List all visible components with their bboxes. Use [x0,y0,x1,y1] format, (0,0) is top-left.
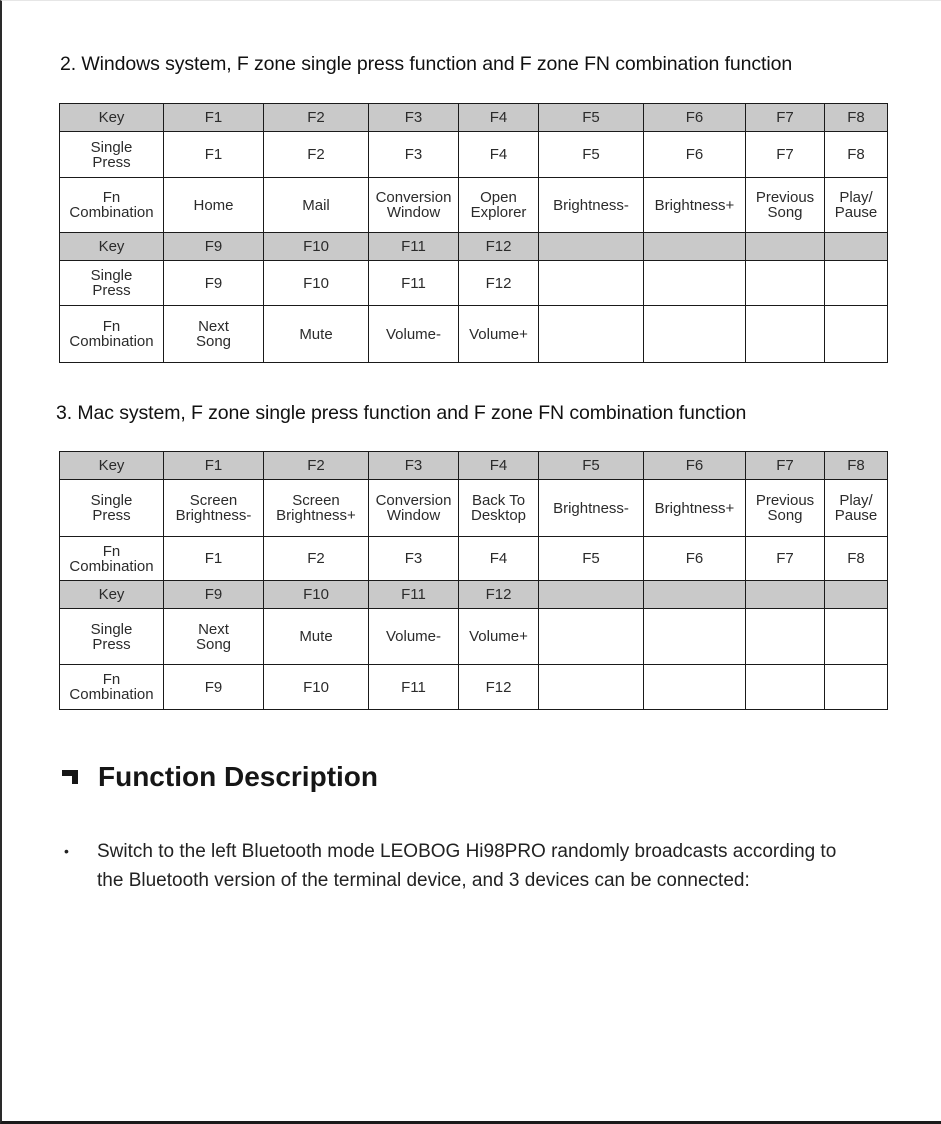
description-text: Switch to the left Bluetooth mode LEOBOG Hi98PRO randomly broadcasts according to the Bluetooth version of the terminal device, and 3 devices can be connected: [97,841,837,891]
function-cell: F4 [459,132,539,178]
function-cell: F6 [644,132,746,178]
function-cell: Volume+ [459,609,539,665]
row-label-cell: Key [60,104,164,132]
function-cell: Next Song [164,609,264,665]
key-name-cell: F7 [746,452,825,480]
single-press-row [60,261,888,306]
key-name-cell: F3 [369,452,459,480]
function-description-title: Function Description [98,761,378,792]
function-cell: F10 [264,261,369,306]
fn-combination-row [60,665,888,710]
row-label-cell: Fn Combination [60,178,164,233]
key-name-cell: F9 [164,581,264,609]
function-cell: F2 [264,132,369,178]
function-cell: F5 [539,537,644,581]
function-cell [539,306,644,363]
function-cell: Mail [264,178,369,233]
function-cell: F6 [644,537,746,581]
key-header-row [60,452,888,480]
single-press-row [60,480,888,537]
function-cell [644,306,746,363]
function-cell [746,609,825,665]
function-description-heading [62,761,378,793]
function-cell [825,665,888,710]
function-cell [644,609,746,665]
function-cell [825,609,888,665]
function-cell: F5 [539,132,644,178]
function-cell: Previous Song [746,480,825,537]
function-cell: Mute [264,306,369,363]
windows-fkey-table [59,103,888,363]
key-name-cell: F7 [746,104,825,132]
row-label-cell: Single Press [60,261,164,306]
key-name-cell [825,581,888,609]
key-name-cell: F6 [644,452,746,480]
function-cell [539,261,644,306]
mac-fkey-table [59,451,888,710]
function-cell: F9 [164,261,264,306]
function-cell: Volume+ [459,306,539,363]
key-name-cell [539,581,644,609]
function-cell: F11 [369,261,459,306]
function-cell: F7 [746,537,825,581]
mac-section-title: 3. Mac system, F zone single press function and F zone FN combination function [56,402,747,424]
function-cell: F1 [164,537,264,581]
fn-combination-row [60,178,888,233]
row-label-cell: Single Press [60,609,164,665]
key-name-cell: F2 [264,452,369,480]
function-cell: Brightness+ [644,480,746,537]
function-cell: Volume- [369,306,459,363]
function-cell: Previous Song [746,178,825,233]
function-cell: F12 [459,261,539,306]
function-cell: Back To Desktop [459,480,539,537]
key-name-cell: F12 [459,233,539,261]
function-cell [539,609,644,665]
key-name-cell: F3 [369,104,459,132]
function-cell: F1 [164,132,264,178]
description-list-item [64,837,864,895]
key-name-cell: F10 [264,233,369,261]
function-cell: Volume- [369,609,459,665]
key-name-cell: F8 [825,104,888,132]
function-cell: Play/ Pause [825,178,888,233]
key-name-cell: F11 [369,581,459,609]
row-label-cell: Key [60,581,164,609]
function-cell: F7 [746,132,825,178]
key-header-row [60,581,888,609]
single-press-row [60,609,888,665]
windows-section-title: 2. Windows system, F zone single press function and F zone FN combination function [60,53,793,75]
function-cell: Screen Brightness+ [264,480,369,537]
function-cell: Mute [264,609,369,665]
function-cell: Brightness+ [644,178,746,233]
key-name-cell: F11 [369,233,459,261]
row-label-cell: Fn Combination [60,306,164,363]
function-cell: F11 [369,665,459,710]
function-cell [825,261,888,306]
row-label-cell: Single Press [60,132,164,178]
function-cell: F4 [459,537,539,581]
key-name-cell: F9 [164,233,264,261]
key-name-cell: F4 [459,104,539,132]
bullet-icon: • [64,843,69,859]
function-cell: F8 [825,132,888,178]
single-press-row [60,132,888,178]
key-name-cell: F10 [264,581,369,609]
key-name-cell: F6 [644,104,746,132]
function-cell [746,306,825,363]
function-cell: Next Song [164,306,264,363]
function-cell: Home [164,178,264,233]
key-header-row [60,104,888,132]
key-name-cell [539,233,644,261]
key-name-cell: F12 [459,581,539,609]
key-name-cell: F5 [539,104,644,132]
function-cell: F3 [369,132,459,178]
key-name-cell [746,581,825,609]
key-name-cell [746,233,825,261]
function-cell: Brightness- [539,480,644,537]
function-cell: Conversion Window [369,480,459,537]
key-name-cell: F4 [459,452,539,480]
key-name-cell [644,233,746,261]
function-cell: F8 [825,537,888,581]
key-header-row [60,233,888,261]
function-cell [746,665,825,710]
function-cell: F10 [264,665,369,710]
fn-combination-row [60,537,888,581]
fn-combination-row [60,306,888,363]
function-cell: F12 [459,665,539,710]
key-name-cell: F5 [539,452,644,480]
function-cell: Play/ Pause [825,480,888,537]
function-cell: Conversion Window [369,178,459,233]
row-label-cell: Single Press [60,480,164,537]
function-cell: Open Explorer [459,178,539,233]
function-cell: F2 [264,537,369,581]
function-cell [825,306,888,363]
row-label-cell: Key [60,233,164,261]
key-name-cell: F1 [164,104,264,132]
function-cell: F3 [369,537,459,581]
function-cell: Brightness- [539,178,644,233]
key-name-cell [644,581,746,609]
function-cell [746,261,825,306]
row-label-cell: Fn Combination [60,537,164,581]
key-name-cell: F8 [825,452,888,480]
key-name-cell [825,233,888,261]
key-name-cell: F1 [164,452,264,480]
function-cell [644,261,746,306]
row-label-cell: Key [60,452,164,480]
row-label-cell: Fn Combination [60,665,164,710]
function-cell: Screen Brightness- [164,480,264,537]
function-cell [644,665,746,710]
function-cell: F9 [164,665,264,710]
corner-bullet-icon [62,770,78,784]
function-cell [539,665,644,710]
key-name-cell: F2 [264,104,369,132]
